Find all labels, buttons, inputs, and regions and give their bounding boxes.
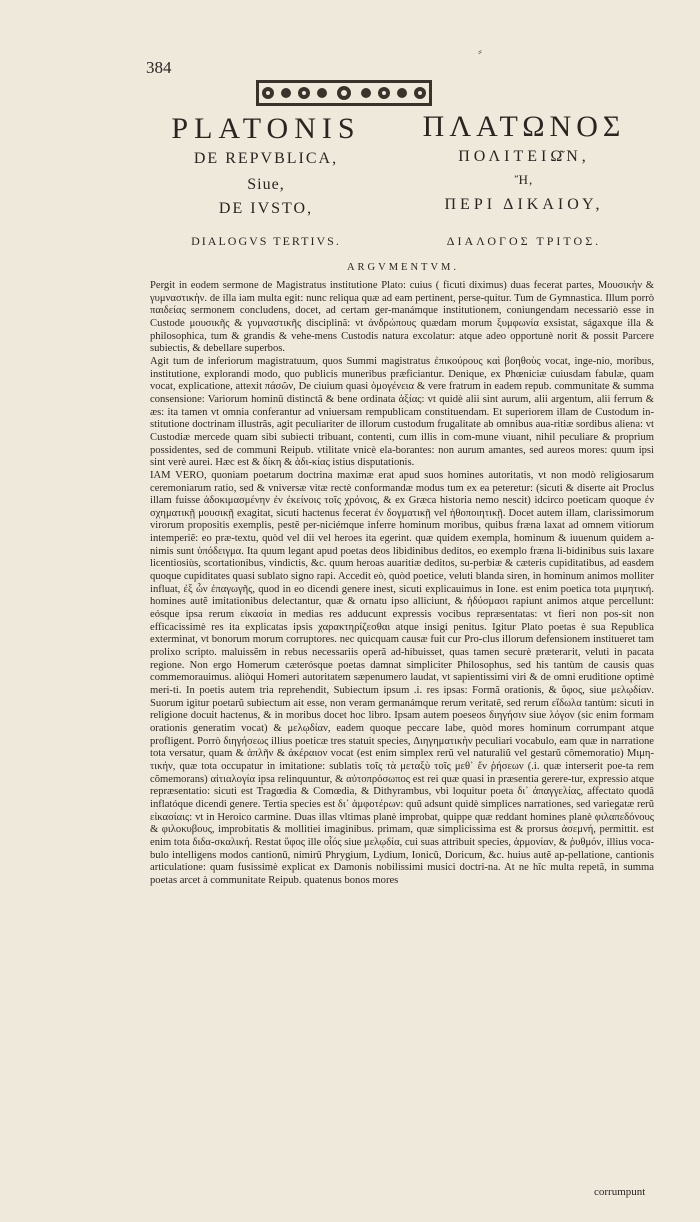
greek-dialogue-label: ΔΙΑΛΟΓΟΣ ΤΡΙΤΟΣ. (446, 234, 602, 248)
paragraph: Agit tum de inferiorum magistratuum, quos Summi magistratus ἐπικούρους καὶ βοηθοὺς vocat, inge-nio, moribus, institutione, explorandi modo, quo publicis muneribus præficiantur. Denique, ex Phœniciæ cuiusdam fabulæ, quam vocat, explicatione, attexit πάσῶν, De ciuium quasi ὁμογένεια & vere fratrum in eadem repub. communitate & summa consensione: Variorum hominũ distinctã & bene ordinata ἀξίας: vt quidè alii sint aurum, alii argentum, alii ferrum & æs: ita tamen vt omnia conferantur ad vniuersam rempublicam constituendam. Et superiorem illam de Custodum in-stitutione doctrinam illustrãs, agit peculiariter de illorum custodum frugalitate ab omnibus aua-ritiæ sordibus aliena: vt Custodiæ mercede quam sibi subiecti tribuant, contenti, cum illis in com-mune viuant, nihil peculiare & proprium possidentes, sed de communi Reipub. vtilitate vnicè ela-borantes: non aurum amantes, sed aureos mores: quum ipsi sint verè aurei. Hæc est & δίκη & ἀδι-κίας istius disputationis. (150, 355, 654, 469)
paragraph: Pergit in eodem sermone de Magistratus institutione Plato: cuius ( ficuti diximus) duas fecerat partes, Μουσικὴν & γυμναστικὴν. de illa iam multa egit: nunc reliqua quæ ad eam pertinent, perse-quitur. Tum de Gymnastica. Illum porrò παιδείας sermonem concludens, docet, ad certam ger-manámque institutionem, coniungendam necessariò esse in Custode μουσικῆς & γυμναστικῆς disciplinã: vt ἀνδρώπους quædam morum ξυμφωνία exsistat, ságaxque illa & philosophica, tum & grandis & vehe-mens Custodis natura excolatur: atque adeo opportunè norit & possit Parcere subiectis, & debellare superbos. (150, 280, 654, 355)
argument-heading: ARGVMENTVM. (346, 262, 460, 273)
greek-peri-dikaiou: ΠΕΡΙ ΔΙΚΑΙΟΥ, (444, 196, 604, 213)
greek-title: ΠΛΑΤΩΝΟΣ (422, 110, 626, 143)
catchword: corrumpunt (594, 1186, 646, 1198)
margin-mark: ⸗ (478, 44, 482, 58)
greek-subtitle: ΠΟΛΙΤΕΙΩ͂Ν, (458, 148, 590, 165)
page-number: 384 (146, 58, 172, 77)
latin-subtitle: DE REPVBLICA, (193, 150, 339, 167)
paragraph: IAM VERO, quoniam poetarum doctrina maximæ erat apud suos homines autoritatis, vt non modò religiosarum ceremoniarum ratio, sed & vniversæ vitæ rectè conformandæ modus tum ex ea peteretur: (sicuti & diserte ait Proclus illam fuisse ἀδοκιμασμένην ἐν ἐκείνοις τοῖς χρόνοις, & ex Græca historia nemo nescit) idcirco poeticam quoque ἐν σχηματικῇ μουσικῇ exagitat, sicuti hactenus fecerat ἐν δογματικῇ vel ἡθοποιητικῇ. Docet autem illam, clarissimorum virorum propositis exemplis, pestẽ per-niciémque inferre hominum moribus, quibus fræna laxat ad omnem vitiorum intemperiẽ: eo præ-textu, quòd vel dii vel heroes ita egerint. quæ quidem exempla, hominum & iuuenum quidem a-nimis sunt ὑπόδειγμα. Ita quum legant apud poetas deos libidinibus deditos, eo exemplo fræna li-bidinibus suis laxare licentiosiùs, scortationibus, vindictis, &c. quum heroas auaritiæ deditos, su-perbiæ & cæteris cupiditatibus, ad easdem quoque cupiditates quasi sublato signo rapi. Accedit eò, quòd poetice, veluti blanda siren, in hominum animos molliter influat, ἐξ ὧν ἐπαγωγῆς, quod in eo dicendi genere inest, sicuti explicauimus in Ione. est enim poetica tota μιμητική. homines autẽ imitationibus delectantur, quæ & ornatu ipso alliciunt, & ἡδύσμασι rapiunt animos atque percellunt: eósque ipsa rerum εἰκασία in medias res adducunt expressis vocibus repræsentatas: vt fieri non pos-sit non efficacissimè res ita explicatas ipsis χαρακτηρίζεσθαι atque insigi penitus. Igitur Plato poetas è sua Republica exterminat, vt bonorum morum corruptores. nec quicquam causæ fuit cur Pro-clus illorum defensionem institueret tam prolixo scripto. maluissẽm in rebus necessariis operã ad-hibuisset, quas tamen securè præterагit, veluti in pacata regione. Non ergo Homerum cæterósque poetas damnat simpliciter Philosophus, sed his tantùm de causis quas commemorauimus. aliòqui Homeri autoritatem sæpenumero laudat, vt sapientissimi viri & de omni eruditione optimè meri-ti. In poetis autem tria reprehendit, Subiectum ipsum .i. res ipsas: Formã orationis, & ὕφος, siue μελῳδίαν. Suorum igitur poetarũ subiectum ait esse, non veram germanámque rerum veritatẽ, sed rerum εἴδωλα tantùm: sicuti in religione docuit hactenus, & in moribus docet hoc libro. Ipsam autem poeseos διηγήσιν siue λόγον (sic enim formam orationis generatim vocat) & μελῳδίαν, eadem quoque peccare labe, quòd mores hominum corrumpant atque profligent. Porrò διηγήσεως illius poeticæ tres statuit species, Διηγηματικὴν peculiari vocabulo, eam quæ in narratione tota versatur, quam & ἁπλῆν & ἀκέραιον vocat (est enim simplex rerũ vel naturaliũ vel gestarũ cõmemoratio) Μιμη-τικήν, quæ tota occupatur in imitatione: sublatis τοῖς τὰ μεταξὺ τοῖς μεθ᾿ ἕν ῥήσεων (.i. quæ interserit poe-ta rem cõmemorans) αἰτιαλογία ipsa relinquuntur, & αὐτοπρόσωπος est rei quæ quasi in præsentia gerere-tur, expressio atque repræsentatio: sicuti est Tragœdia & Comœdia, & Dithyrambus, vbi loquitur poeta δι᾿ ἀπαγγελίας, affectato quodã inflatóque dicendi genere. Tertia species est δι᾿ ἀμφοτέρων: quũ adsunt quidè simplices narrationes, sed variegatæ rerũ εἰκασίαις: vt in Heroico carmine. Duas illas vltimas planè improbat, quippe quæ reddant homines planè φιλαπεδόνους & φιλοκυβους, improbitatis & mollitiei imaginibus. primam, quæ simplicissima est & prorsus ἀσεμνή, permittit. est enim tota διδα-σκαλική. Restat ὕφος ille οἷός siue μελῳδία, cui suas attribuit species, ἁρμονίαν, & ῥυθμόν, illius voca-bulo intelligens modos cantionũ, nimirũ Phrygium, Lydium, Ionicũ, Doricum, &c. huius autẽ ap-pellatione, cantionis articulatione: quam fusissimè explicat ex Damonis nobilissimi musici doctri-na. At ne hîc multa repetã, in summa poetas arcet à communitate Reipub. quatenus bonos mores (150, 469, 654, 886)
latin-siue: Siue, (247, 176, 285, 193)
latin-dialogue-label: DIALOGVS TERTIVS. (191, 234, 341, 248)
latin-title: PLATONIS (171, 112, 361, 145)
latin-de-iusto: DE IVSTO, (218, 200, 314, 217)
body-text (150, 280, 654, 888)
greek-e: Ἤ, (514, 172, 534, 187)
ornament-band-icon (256, 80, 432, 106)
